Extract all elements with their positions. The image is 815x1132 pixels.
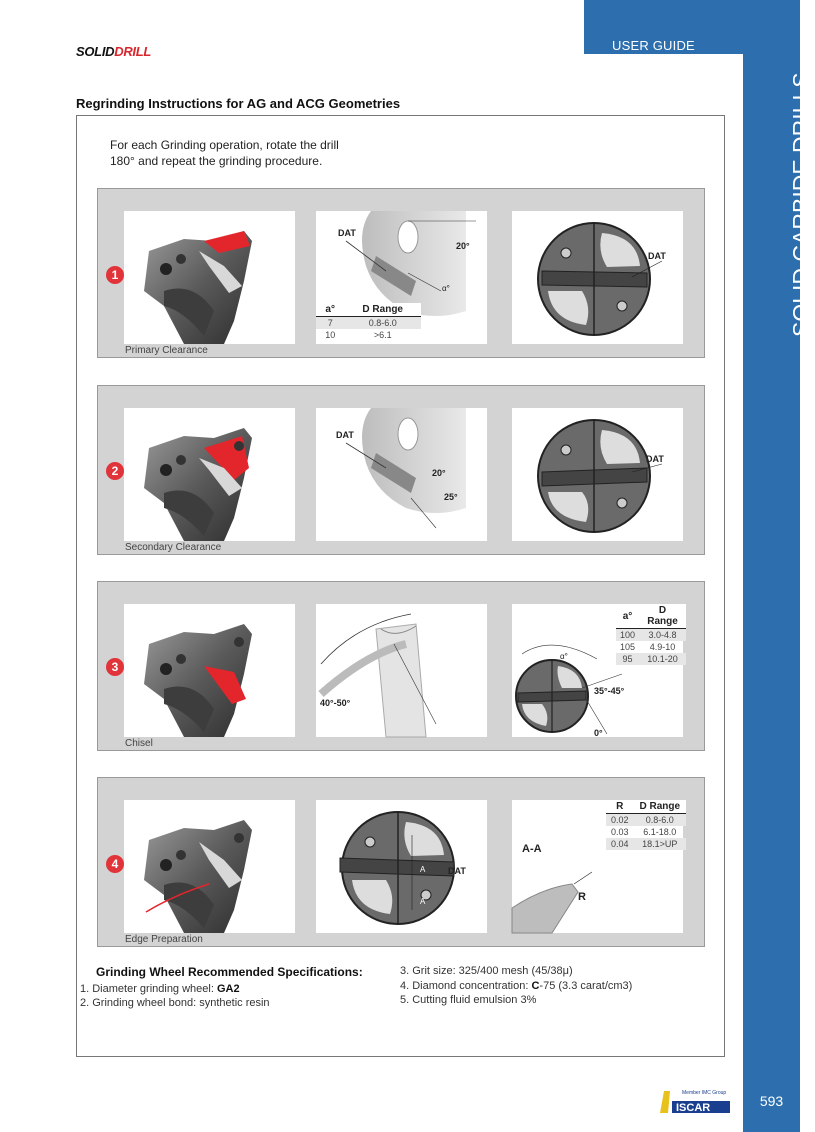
member-text: Member IMC Group bbox=[682, 1090, 727, 1096]
table-cell: 0.03 bbox=[611, 827, 629, 837]
specs-heading: Grinding Wheel Recommended Specifications: bbox=[96, 965, 363, 979]
table-head-col2: D Range bbox=[634, 800, 686, 814]
angle-label-3a: 40°-50° bbox=[320, 698, 351, 708]
drill-end-view-2 bbox=[512, 408, 683, 541]
angle-label-2b: 25° bbox=[444, 492, 458, 502]
section-tab bbox=[584, 0, 743, 54]
page-title: Regrinding Instructions for AG and ACG Geometries bbox=[76, 96, 401, 111]
drill-end-view-1 bbox=[512, 211, 683, 344]
wheel-side-image-3 bbox=[316, 604, 487, 737]
step-badge-1: 1 bbox=[106, 266, 124, 284]
table-cell: 18.1>UP bbox=[634, 838, 686, 850]
step-panel-2 bbox=[97, 385, 705, 555]
table-cell: 3.0-4.8 bbox=[639, 629, 686, 642]
drill-tip-image-4 bbox=[124, 800, 295, 933]
table-cell: >6.1 bbox=[373, 330, 392, 340]
iscar-logo bbox=[660, 1085, 732, 1113]
logo-text: ISCAR bbox=[676, 1102, 711, 1114]
brand-logo bbox=[76, 44, 151, 59]
side-title bbox=[746, 45, 814, 345]
drill-tip-image-3 bbox=[124, 604, 295, 737]
step-panel-3 bbox=[97, 581, 705, 751]
spec-item-4 bbox=[400, 980, 632, 992]
dat-label-2b: DAT bbox=[646, 454, 664, 464]
spec-4-value: C bbox=[531, 980, 540, 992]
table-head-col1: a° bbox=[616, 604, 639, 629]
step-caption-3: Chisel bbox=[125, 738, 153, 749]
edge-section-image-4 bbox=[512, 800, 683, 933]
spec-4-suffix: -75 (3.3 carat/cm3) bbox=[539, 980, 633, 992]
step-panel-4 bbox=[97, 777, 705, 947]
step-badge-4: 4 bbox=[106, 855, 124, 873]
table-cell: 7 bbox=[316, 317, 344, 330]
table-cell: 0.02 bbox=[606, 814, 634, 827]
radius-label: R bbox=[578, 891, 586, 903]
dat-label-1a: DAT bbox=[338, 228, 356, 238]
table-head-col1: a° bbox=[316, 303, 344, 317]
spec-4-text: 4. Diamond concentration: bbox=[400, 980, 532, 992]
drill-end-view-4 bbox=[316, 800, 487, 933]
angle-label-2a: 20° bbox=[432, 468, 446, 478]
page-number: 593 bbox=[743, 1086, 800, 1116]
range-table-1 bbox=[316, 303, 421, 341]
table-cell: 100 bbox=[616, 629, 639, 642]
zero-angle-label: 0° bbox=[594, 728, 603, 738]
table-head-col1: R bbox=[606, 800, 634, 814]
dat-label-1b: DAT bbox=[648, 251, 666, 261]
range-table-3 bbox=[616, 604, 686, 665]
grinding-wheel-image-1 bbox=[316, 211, 487, 344]
section-a-label-2: A bbox=[420, 897, 426, 906]
step-caption-1: Primary Clearance bbox=[125, 345, 208, 356]
spec-1-text: 1. Diameter grinding wheel: bbox=[80, 983, 217, 995]
section-label: A-A bbox=[522, 843, 542, 855]
drill-end-view-3 bbox=[512, 604, 683, 737]
table-cell: 95 bbox=[616, 653, 639, 665]
spec-item-1 bbox=[80, 983, 240, 995]
table-cell: 4.9-10 bbox=[649, 642, 676, 652]
table-cell: 10.1-20 bbox=[639, 653, 686, 665]
step-caption-4: Edge Preparation bbox=[125, 934, 203, 945]
section-tab-label: USER GUIDE bbox=[612, 38, 695, 53]
step-panel-1 bbox=[97, 188, 705, 358]
brand-part2: DRILL bbox=[114, 44, 152, 59]
table-cell: 0.8-6.0 bbox=[634, 814, 686, 827]
spec-1-value: GA2 bbox=[216, 983, 240, 995]
step-badge-3: 3 bbox=[106, 658, 124, 676]
alpha-label-3: α° bbox=[560, 652, 568, 661]
table-head-col2: D Range bbox=[639, 604, 686, 629]
dat-label-4: DAT bbox=[448, 866, 466, 876]
spec-item-3: 3. Grit size: 325/400 mesh (45/38μ) bbox=[400, 965, 573, 977]
step-caption-2: Secondary Clearance bbox=[125, 542, 222, 553]
table-head-col2: D Range bbox=[344, 303, 421, 317]
angle-label-1: 20° bbox=[456, 241, 470, 251]
range-table-4 bbox=[606, 800, 686, 850]
table-cell: 6.1-18.0 bbox=[643, 827, 677, 837]
drill-tip-image-1 bbox=[124, 211, 295, 344]
table-cell: 105 bbox=[620, 642, 636, 652]
table-cell: 0.8-6.0 bbox=[344, 317, 421, 330]
angle-label-3b: 35°-45° bbox=[594, 686, 625, 696]
drill-tip-image-2 bbox=[124, 408, 295, 541]
spec-item-5: 5. Cutting fluid emulsion 3% bbox=[400, 994, 537, 1006]
intro-text bbox=[110, 137, 410, 169]
intro-line-1: For each Grinding operation, rotate the drill bbox=[110, 138, 339, 152]
table-cell: 10 bbox=[325, 330, 336, 340]
grinding-wheel-image-2 bbox=[316, 408, 487, 541]
spec-item-2: 2. Grinding wheel bond: synthetic resin bbox=[80, 997, 270, 1009]
alpha-label-1: α° bbox=[442, 284, 450, 293]
dat-label-2a: DAT bbox=[336, 430, 354, 440]
brand-part1: SOLID bbox=[76, 44, 115, 59]
intro-line-2: 180° and repeat the grinding procedure. bbox=[110, 154, 323, 168]
side-title-text: SOLID CARBIDE DRILLS bbox=[788, 72, 814, 337]
step-badge-2: 2 bbox=[106, 462, 124, 480]
table-cell: 0.04 bbox=[606, 838, 634, 850]
section-a-label-1: A bbox=[420, 865, 426, 874]
